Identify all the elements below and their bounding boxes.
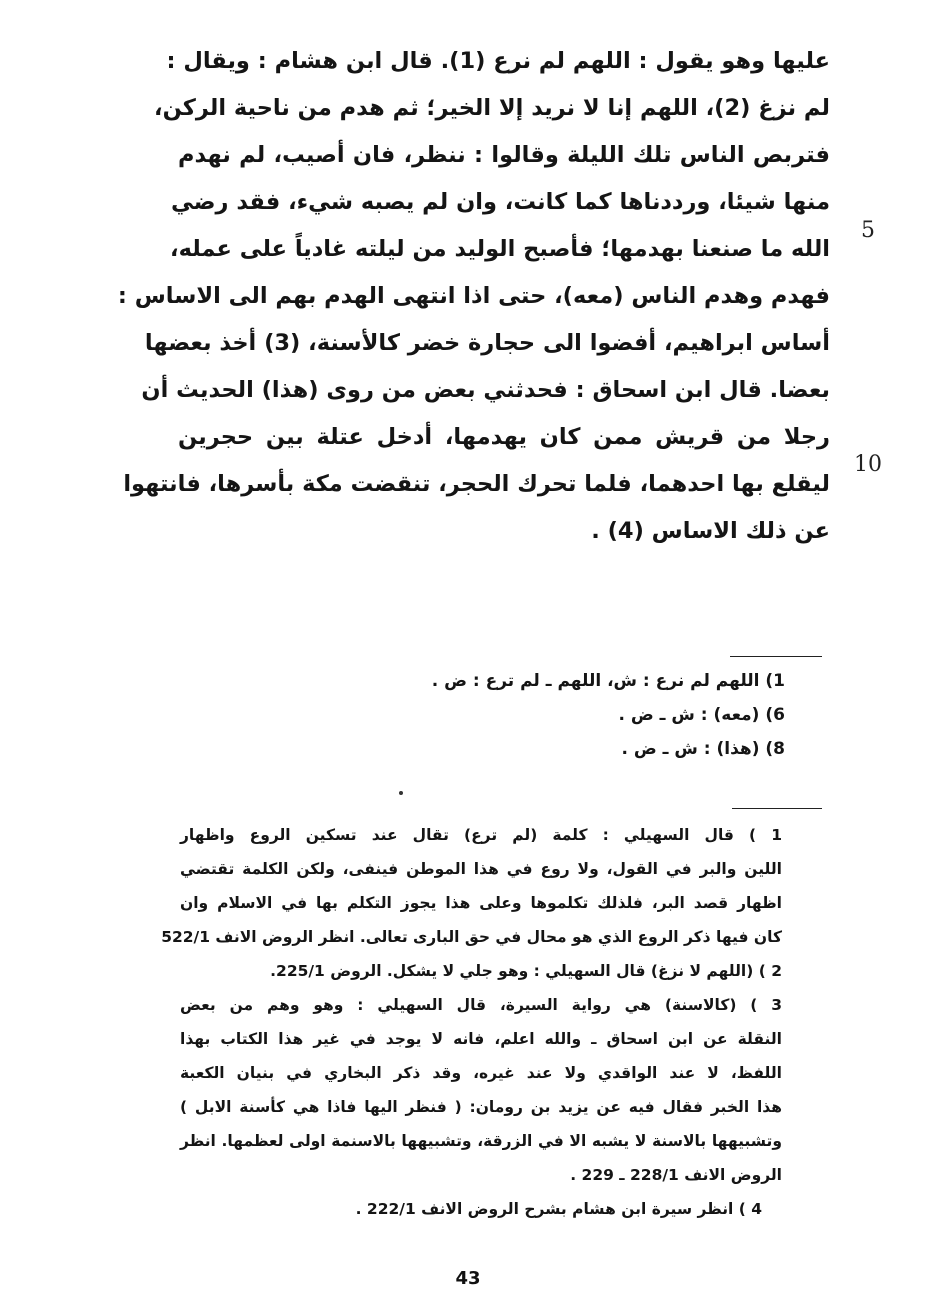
variant-note: 8) (هذا) : ش ـ ض .	[621, 739, 785, 759]
main-text-line: رجلا من قريش ممن كان يهدمها، أدخل عتلة بين حجرين	[178, 424, 830, 450]
footnote-4	[180, 1192, 782, 1226]
main-text-line: أساس ابراهيم، أفضوا الى حجارة خضر كالأسنة، (3) أخذ بعضها	[144, 330, 830, 356]
footnote-line: 4 ) انظر سيرة ابن هشام بشرح الروض الانف 222/1 .	[355, 1200, 762, 1218]
footnote-line: اللين والبر في القول، ولا روع في هذا الموطن فينفى، ولكن الكلمة تقتضي	[180, 860, 782, 878]
footnote-line: اظهار قصد البر، فلذلك تكلموها وعلى هذا يجوز التكلم بها في الاسلام وان	[180, 894, 782, 912]
footnote-3	[180, 988, 782, 1192]
footnote-2	[180, 954, 782, 988]
variant-notes-rule	[730, 656, 822, 657]
footnote-line: الروض الانف 228/1 ـ 229 .	[570, 1166, 782, 1184]
main-text-line: منها شيئا، ورددناها كما كانت، وان لم يصبه شيء، فقد رضي	[171, 189, 830, 215]
main-text-line: عليها وهو يقول : اللهم لم نرع (1). قال ابن هشام : ويقال :	[166, 48, 830, 74]
footnote-line: 2 ) (اللهم لا نزغ) قال السهيلي : وهو جلي لا يشكل. الروض 225/1.	[270, 962, 782, 980]
footnote-1	[161, 818, 782, 954]
page-number: 43	[455, 1268, 481, 1289]
footnotes	[161, 818, 782, 1226]
footnote-line: النقلة عن ابن اسحاق ـ والله اعلم، فانه لا يوجد في غير هذا الكتاب بهذا	[180, 1030, 782, 1048]
main-text-line: عن ذلك الاساس (4) .	[591, 518, 830, 544]
variant-note: 6) (معه) : ش ـ ض .	[618, 705, 785, 725]
main-text-block	[117, 38, 830, 555]
variant-note: 1) اللهم لم نرع : ش، اللهم ـ لم ترع : ض .	[431, 671, 785, 691]
footnote-line: 1 ) قال السهيلي : كلمة (لم ترع) تقال عند تسكين الروع واظهار	[180, 826, 782, 844]
main-text-line: الله ما صنعنا بهدمها؛ فأصبح الوليد من ليلته غادياً على عمله،	[170, 236, 830, 262]
variant-notes	[370, 664, 785, 766]
footnote-line: اللفظ، لا عند الواقدي ولا عند غيره، وقد ذكر البخاري في بنيان الكعبة	[180, 1064, 782, 1082]
main-text-line: فهدم وهدم الناس (معه)، حتى اذا انتهى الهدم بهم الى الاساس :	[117, 283, 830, 309]
footnotes-rule	[732, 808, 822, 809]
line-number-5: 5	[861, 218, 875, 243]
footnote-line: هذا الخبر فقال فيه عن يزيد بن رومان: ( فنظر اليها فاذا هي كأسنة الابل )	[180, 1098, 782, 1116]
stray-dot	[399, 791, 403, 795]
main-text-line: بعضا. قال ابن اسحاق : فحدثني بعض من روى (هذا) الحديث أن	[141, 377, 830, 403]
footnote-line: 3 ) (كالاسنة) هي رواية السيرة، قال السهيلي : وهو وهم من بعض	[180, 996, 782, 1014]
main-text-line: ليقلع بها احدهما، فلما تحرك الحجر، تنقضت مكة بأسرها، فانتهوا	[123, 471, 830, 497]
line-number-10: 10	[854, 452, 882, 477]
main-text-line: لم نزغ (2)، اللهم إنا لا نريد إلا الخير؛ ثم هدم من ناحية الركن،	[154, 95, 830, 121]
footnote-line: وتشبيهها بالاسنة لا يشبه الا في الزرقة، وتشبيهها بالاسنمة اولى لعظمها. انظر	[180, 1132, 782, 1150]
main-text-line: فتربص الناس تلك الليلة وقالوا : ننظر، فان أصيب، لم نهدم	[178, 142, 830, 168]
footnote-line: كان فيها ذكر الروع الذي هو محال في حق البارى تعالى. انظر الروض الانف 522/1	[161, 928, 782, 946]
